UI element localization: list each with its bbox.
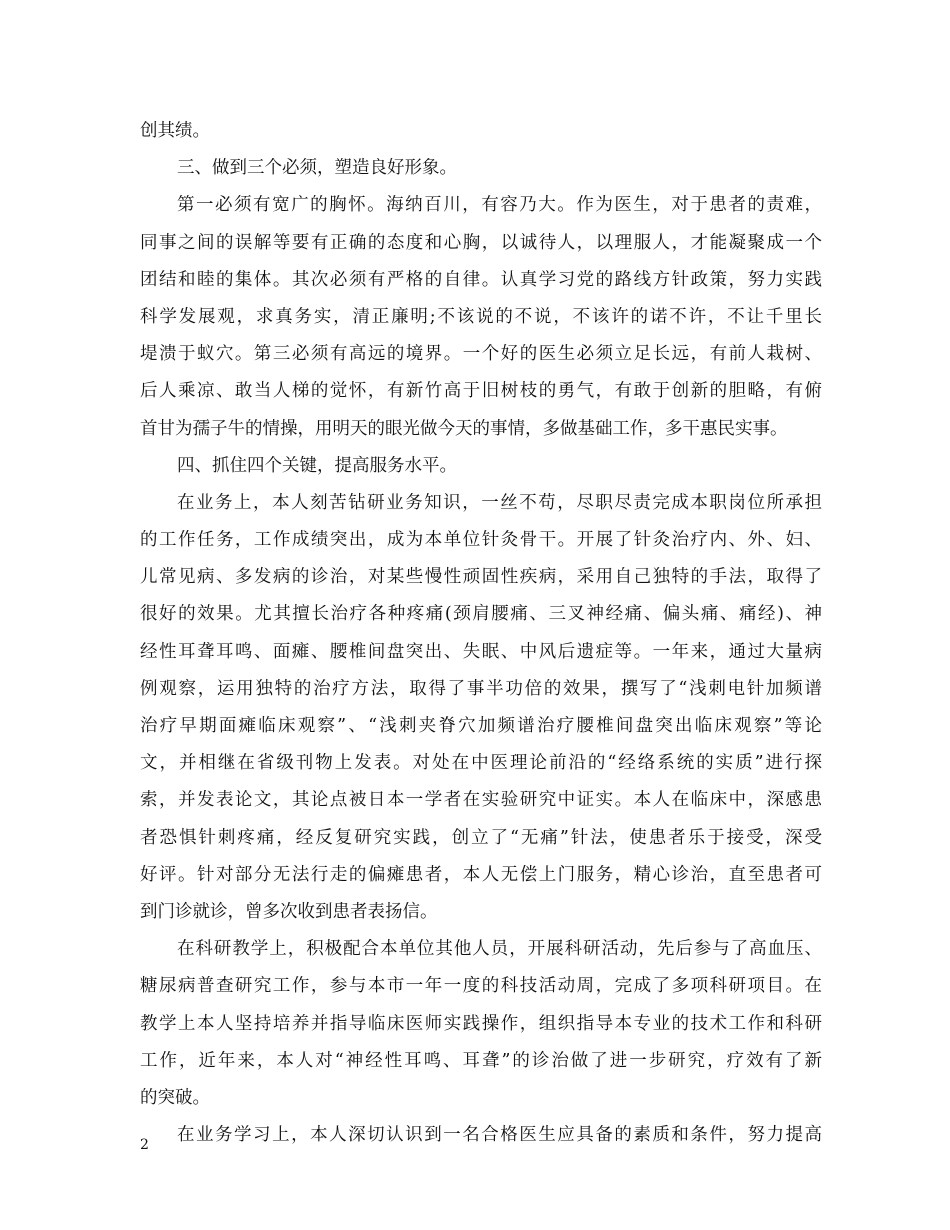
- text-line: 好评。针对部分无法行走的偏瘫患者，本人无偿上门服务，精心诊治，直至患者可: [140, 864, 822, 885]
- text-line: 者恐惧针刺疼痛，经反复研究实践，创立了“无痛”针法，使患者乐于接受，深受: [140, 827, 822, 848]
- text-line: 同事之间的误解等要有正确的态度和心胸，以诚待人，以理服人，才能凝聚成一个: [140, 232, 822, 253]
- page-number: 2: [140, 1137, 149, 1153]
- text-line: 首甘为孺子牛的情操，用明天的眼光做今天的事情，多做基础工作，多干惠民实事。: [140, 418, 788, 439]
- text-line: 例观察，运用独特的治疗方法，取得了事半功倍的效果，撰写了“浅刺电针加频谱: [140, 678, 822, 699]
- text-line: 教学上本人坚持培养并指导临床医师实践操作，组织指导本专业的技术工作和科研: [140, 1013, 822, 1034]
- text-line: 工作，近年来，本人对“神经性耳鸣、耳聋”的诊治做了进一步研究，疗效有了新: [140, 1050, 822, 1071]
- text-line: 在业务学习上，本人深切认识到一名合格医生应具备的素质和条件，努力提高: [177, 1125, 822, 1146]
- body-text: [140, 113, 822, 1154]
- text-line: 团结和睦的集体。其次必须有严格的自律。认真学习党的路线方针政策，努力实践: [140, 269, 822, 290]
- text-line: 很好的效果。尤其擅长治疗各种疼痛(颈肩腰痛、三叉神经痛、偏头痛、痛经)、神: [140, 604, 822, 625]
- text-line: 糖尿病普查研究工作，参与本市一年一度的科技活动周，完成了多项科研项目。在: [140, 976, 822, 997]
- text-line: 治疗早期面瘫临床观察”、“浅刺夹脊穴加频谱治疗腰椎间盘突出临床观察”等论: [140, 716, 822, 736]
- text-line: 第一必须有宽广的胸怀。海纳百川，有容乃大。作为医生，对于患者的责难，: [177, 195, 822, 216]
- text-line: 到门诊就诊，曾多次收到患者表扬信。: [140, 901, 438, 922]
- text-line: 堤溃于蚁穴。第三必须有高远的境界。一个好的医生必须立足长远，有前人栽树、: [140, 344, 822, 365]
- text-line: 创其绩。: [140, 121, 210, 141]
- text-line: 的工作任务，工作成绩突出，成为本单位针灸骨干。开展了针灸治疗内、外、妇、: [140, 530, 822, 551]
- text-line: 经性耳聋耳鸣、面瘫、腰椎间盘突出、失眠、中风后遗症等。一年来，通过大量病: [140, 641, 822, 662]
- text-line: 索，并发表论文，其论点被日本一学者在实验研究中证实。本人在临床中，深感患: [140, 790, 822, 811]
- text-line: 的突破。: [140, 1087, 210, 1108]
- text-line: 在科研教学上，积极配合本单位其他人员，开展科研活动，先后参与了高血压、: [177, 939, 822, 960]
- text-line: 科学发展观，求真务实，清正廉明;不该说的不说，不该许的诺不许，不让千里长: [140, 306, 822, 327]
- text-line: 四、抓住四个关键，提高服务水平。: [177, 455, 457, 476]
- text-line: 文，并相继在省级刊物上发表。对处在中医理论前沿的“经络系统的实质”进行探: [140, 753, 822, 774]
- text-line: 后人乘凉、敢当人梯的觉怀，有新竹高于旧树枝的勇气，有敢于创新的胆略，有俯: [140, 381, 822, 402]
- text-line: 儿常见病、多发病的诊治，对某些慢性顽固性疾病，采用自己独特的手法，取得了: [140, 567, 822, 588]
- text-line: 在业务上，本人刻苦钻研业务知识，一丝不苟，尽职尽责完成本职岗位所承担: [177, 492, 822, 513]
- text-line: 三、做到三个必须，塑造良好形象。: [177, 158, 457, 179]
